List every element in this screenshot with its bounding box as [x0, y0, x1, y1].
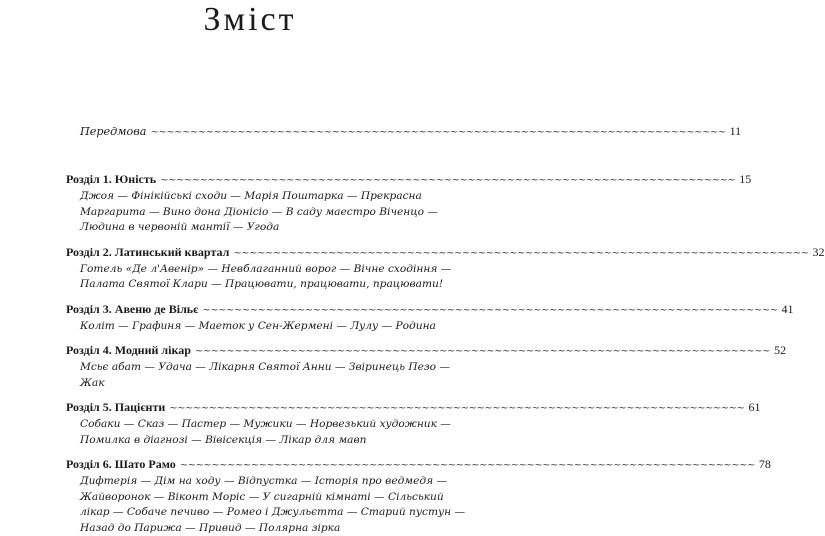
chapter-title: Розділ 2. Латинський квартал [66, 244, 229, 260]
subtopic-line: Людина в червоній мантії — Угода [80, 220, 422, 236]
toc-chapter-1 [66, 171, 426, 236]
chapter-title: Розділ 6. Шато Рамо [66, 456, 176, 472]
toc-chapter-3 [66, 301, 426, 335]
toc-entry-preface[interactable] [66, 123, 426, 141]
subtopic-line: Собаки — Сказ — Пастер — Мужики — Норвезький художник — [80, 417, 422, 433]
toc-chapter-6 [66, 456, 426, 536]
preface-label: Передмова [66, 124, 146, 140]
subtopic-line: Коліт — Графиня — Маеток у Сен-Жермені — Лулу — Родина [80, 319, 422, 335]
dot-leader: ~~~~~~~~~~~~~~~~~~~~~~~~~~~~~~~~~~~~~~~~~~~~~~~~~~~~~~~~~~~~~~~~~~~~~~~~~ [195, 344, 770, 360]
toc-entry-chapter-3[interactable] [66, 301, 426, 319]
dot-leader: ~~~~~~~~~~~~~~~~~~~~~~~~~~~~~~~~~~~~~~~~~~~~~~~~~~~~~~~~~~~~~~~~~~~~~~~~~ [233, 246, 808, 262]
toc-chapter-5 [66, 399, 426, 448]
dot-leader: ~~~~~~~~~~~~~~~~~~~~~~~~~~~~~~~~~~~~~~~~~~~~~~~~~~~~~~~~~~~~~~~~~~~~~~~~~ [160, 173, 735, 189]
subtopic-line: Жайворонок — Віконт Моріс — У сигарній кімнаті — Сільський [80, 490, 422, 506]
subtopic-line: Джоя — Фінікійські сходи — Марія Поштарка — Прекрасна [80, 189, 422, 205]
dot-leader: ~~~~~~~~~~~~~~~~~~~~~~~~~~~~~~~~~~~~~~~~~~~~~~~~~~~~~~~~~~~~~~~~~~~~~~~~~ [202, 303, 777, 319]
toc-entry-chapter-5[interactable] [66, 399, 426, 417]
subtopic-line: Палата Святої Клари — Працювати, працювати, працювати! [80, 277, 422, 293]
subtopic-line: лікар — Собаче печиво — Ромео і Джульєтта — Старий пустун — [80, 505, 422, 521]
chapter-subtopics [66, 474, 426, 536]
chapter-subtopics [66, 189, 426, 236]
subtopic-line: Жак [80, 376, 422, 392]
toc-entry-chapter-6[interactable] [66, 456, 426, 474]
table-of-contents [66, 123, 426, 536]
subtopic-line: Назад до Парижа — Привид — Полярна зірка [80, 521, 422, 536]
subtopic-line: Помилка в діагнозі — Вівісекція — Лікар для мавп [80, 433, 422, 449]
chapter-page-number: 41 [782, 301, 794, 317]
chapter-page-number: 78 [759, 456, 771, 472]
toc-chapter-2 [66, 244, 426, 293]
toc-chapter-4 [66, 342, 426, 391]
chapter-title: Розділ 1. Юність [66, 171, 156, 187]
chapter-title: Розділ 4. Модний лікар [66, 342, 191, 358]
chapter-subtopics [66, 417, 426, 448]
chapter-title: Розділ 3. Авеню де Вільє [66, 301, 198, 317]
chapter-title: Розділ 5. Пацієнти [66, 399, 165, 415]
preface-page-number: 11 [730, 123, 742, 139]
chapter-page-number: 32 [813, 244, 825, 260]
toc-entry-chapter-2[interactable] [66, 244, 426, 262]
subtopic-line: Маргарита — Вино дона Діонісіо — В саду маестро Віченцо — [80, 205, 422, 221]
page-title: Зміст [0, 0, 500, 40]
chapter-page-number: 61 [748, 399, 760, 415]
subtopic-line: Мсьє абат — Удача — Лікарня Святої Анни — Звіринець Пезо — [80, 360, 422, 376]
dot-leader: ~~~~~~~~~~~~~~~~~~~~~~~~~~~~~~~~~~~~~~~~~~~~~~~~~~~~~~~~~~~~~~~~~~~~~~~~~ [180, 458, 755, 474]
dot-leader: ~~~~~~~~~~~~~~~~~~~~~~~~~~~~~~~~~~~~~~~~~~~~~~~~~~~~~~~~~~~~~~~~~~~~~~~~~ [169, 401, 744, 417]
toc-entry-chapter-4[interactable] [66, 342, 426, 360]
toc-entry-chapter-1[interactable] [66, 171, 426, 189]
chapter-page-number: 52 [774, 342, 786, 358]
chapter-subtopics [66, 319, 426, 335]
chapter-subtopics [66, 262, 426, 293]
dot-leader: ~~~~~~~~~~~~~~~~~~~~~~~~~~~~~~~~~~~~~~~~~~~~~~~~~~~~~~~~~~~~~~~~~~~~~~~~~ [150, 125, 725, 141]
subtopic-line: Готель «Де л'Авенір» — Невблаганний ворог — Вічне сходіння — [80, 262, 422, 278]
subtopic-line: Дифтерія — Дім на ходу — Відпустка — Історія про ведмедя — [80, 474, 422, 490]
chapter-subtopics [66, 360, 426, 391]
chapter-page-number: 15 [739, 171, 751, 187]
